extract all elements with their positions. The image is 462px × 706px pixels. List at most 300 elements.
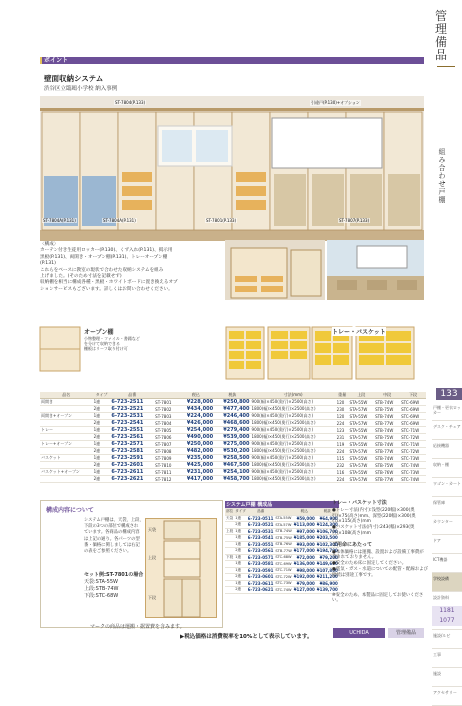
table-cell: ST-7809 xyxy=(154,455,178,462)
table-cell: 6-723-2581 xyxy=(110,448,154,455)
table-cell: ¥246,400 xyxy=(214,413,250,420)
table-cell: STC-69W xyxy=(400,399,426,406)
table-cell: STB-77W xyxy=(374,420,400,427)
footer-brand: UCHIDA xyxy=(333,628,385,638)
parts-cell: STA-57W xyxy=(275,522,292,527)
classroom-photo xyxy=(40,96,424,241)
table-cell: ¥250,000 xyxy=(178,441,214,448)
table-cell: 両開き+オープン xyxy=(40,413,93,420)
desc-line: 上げました。(そのため寸法を記載せず) xyxy=(40,274,122,280)
table-cell xyxy=(40,476,93,483)
product-table-body xyxy=(40,399,426,483)
side-category-item[interactable]: 収納・棚 xyxy=(432,459,462,478)
product-images xyxy=(40,327,424,381)
parts-cell: ¥136,000 xyxy=(293,561,315,567)
parts-col-header: 部位 xyxy=(226,509,234,514)
side-category-item[interactable]: デスク・チェア xyxy=(432,421,462,440)
table-cell: ¥425,000 xyxy=(178,462,214,469)
table-cell: STC-74W xyxy=(400,476,426,483)
table-cell: STB-74W xyxy=(374,427,400,434)
set-example xyxy=(84,572,143,600)
shelf-illustration xyxy=(146,519,218,619)
table-cell: STB-75W xyxy=(374,434,400,441)
parts-cell: ¥102,300 xyxy=(316,541,338,547)
shelf-label-top: 天袋 xyxy=(148,527,156,532)
table-cell: STA-57W xyxy=(349,476,375,483)
table-cell xyxy=(40,462,93,469)
table-cell: ¥250,800 xyxy=(214,399,250,406)
main-subtitle: 渋谷区立臨鴎小学校 納入事例 xyxy=(44,86,118,92)
table-cell: STC-74W xyxy=(400,462,426,469)
side-category-item[interactable]: 学校設備 xyxy=(432,573,462,592)
parts-cell: ¥72,000 xyxy=(293,554,316,561)
table-cell: STC-69W xyxy=(400,420,426,427)
table-cell: 1800(幅)×450(奥行)×2500(高さ) xyxy=(251,420,336,427)
table-cell: 230 xyxy=(336,406,349,413)
table-row xyxy=(40,427,426,434)
table-cell: ¥482,000 xyxy=(178,448,214,455)
table-cell: ¥458,700 xyxy=(214,476,250,483)
table-cell: STB-74W xyxy=(374,413,400,420)
table-cell: ST-7802 xyxy=(154,406,178,413)
shelf-diagram xyxy=(145,518,217,618)
parts-col-header: タイプ xyxy=(235,509,246,514)
table-cell: 1800(幅)×450(奥行)×2500(高さ) xyxy=(251,434,336,441)
parts-cell: ¥149,600 xyxy=(316,561,338,567)
parts-cell: ¥106,700 xyxy=(316,528,338,534)
classroom-image xyxy=(327,240,424,300)
product-desc-line: 棚板はリーフ取り付け可 xyxy=(84,346,128,351)
parts-cell: 6-723-0581 xyxy=(247,561,274,567)
parts-cell: 6-723-0521 xyxy=(247,522,274,528)
table-row xyxy=(40,476,426,483)
set-line: 天袋:STA-55W xyxy=(84,579,118,585)
table-cell: STA-55W xyxy=(349,455,375,462)
table-cell: STA-57W xyxy=(349,448,375,455)
composition-line: ています。各商品の構成内容 xyxy=(84,530,140,536)
table-cell: 6-723-2611 xyxy=(110,469,154,476)
parts-cell: ¥203,500 xyxy=(316,535,338,541)
table-cell: STA-57W xyxy=(349,406,375,413)
table-cell: STA-57W xyxy=(349,434,375,441)
photo-label-2: 引違戸(P.130)+オプション xyxy=(311,100,360,105)
side-foot-page xyxy=(432,606,462,626)
parts-title: システム戸棚 構成品 xyxy=(225,501,339,509)
table-row xyxy=(40,399,426,406)
footer-tax-note: ▶税込価格は消費税率を10%として表示しています。 xyxy=(180,634,313,640)
desc-line: ションサービスもございます。詳しくはお問い合わせください。 xyxy=(40,286,173,292)
col-header: 税抜 xyxy=(214,392,250,399)
side-category-list xyxy=(432,402,462,706)
table-cell: ST-7804 xyxy=(154,420,178,427)
parts-cell: 1連 xyxy=(234,567,247,574)
table-cell: 6-723-2601 xyxy=(110,462,154,469)
table-cell: STC-71W xyxy=(400,441,426,448)
table-cell: 1800(幅)×450(奥行)×2500(高さ) xyxy=(251,448,336,455)
parts-cell: ¥107,800 xyxy=(316,567,338,573)
parts-cell: 1連 xyxy=(234,561,247,568)
composition-line: 番・価格に関しましては右記 xyxy=(84,542,140,548)
side-title: 管理備品 xyxy=(434,9,447,62)
table-cell: 6-723-2591 xyxy=(110,455,154,462)
side-divider xyxy=(437,66,455,67)
table-cell: 120 xyxy=(336,399,349,406)
table-row xyxy=(40,455,426,462)
table-cell: 6-723-2511 xyxy=(110,399,154,406)
parts-cell: ¥113,000 xyxy=(293,522,315,528)
side-category-item[interactable]: ドア xyxy=(432,535,462,554)
table-cell: ¥228,000 xyxy=(178,399,214,406)
table-cell: ¥434,000 xyxy=(178,406,214,413)
table-row xyxy=(40,434,426,441)
tray-line: ●トレー寸法(内寸):浅型(220幅)×300(奥行)×75(高さ)mm、深型(220幅)×300(奥行)×115(高さ)mm xyxy=(332,507,416,525)
parts-cell: STB-75W xyxy=(275,535,292,540)
table-cell: ¥530,200 xyxy=(214,448,250,455)
classroom-photo-2 xyxy=(327,240,424,300)
table-cell: ¥235,000 xyxy=(178,455,214,462)
desc-line: 黒板(P.131)、両開き・オープン棚(P.131)、トレーオープン棚 xyxy=(40,254,168,260)
table-cell: 6-723-2621 xyxy=(110,476,154,483)
parts-cell: 6-723-0571 xyxy=(247,554,274,560)
table-cell: STC-72W xyxy=(400,434,426,441)
table-cell: ¥254,000 xyxy=(178,427,214,434)
parts-cell xyxy=(225,587,234,594)
table-cell: 6-723-2561 xyxy=(110,434,154,441)
table-cell: STC-71W xyxy=(400,427,426,434)
side-category-item[interactable]: 保管庫 xyxy=(432,497,462,516)
side-category-item[interactable]: 施設 xyxy=(432,668,462,687)
parts-cell: STB-77W xyxy=(275,548,292,553)
parts-col-header: 税込 xyxy=(293,509,316,516)
tray-line: ●バスケット寸法(内寸):243(幅)×293(奥行)×108(高さ)mm xyxy=(332,525,415,536)
table-cell: ¥468,600 xyxy=(214,420,250,427)
table-cell: 900(幅)×450(奥行)×2500(高さ) xyxy=(251,469,336,476)
parts-cell: 下段 xyxy=(226,554,234,559)
table-cell: STB-75W xyxy=(374,462,400,469)
table-cell: STB-77W xyxy=(374,448,400,455)
table-cell: STC-72W xyxy=(400,448,426,455)
table-cell: STA-55W xyxy=(349,469,375,476)
parts-cell: 1連 xyxy=(234,554,247,561)
footer-note: マークの商品は運搬・据置費を含みます。 xyxy=(90,624,185,630)
set-title: セット例:ST-7801の場合 xyxy=(84,572,144,578)
table-cell: 2連 xyxy=(93,448,111,455)
parts-cell: ¥98,000 xyxy=(293,567,316,574)
table-cell: 1連 xyxy=(93,399,111,406)
table-cell: 1連 xyxy=(93,469,111,476)
notes xyxy=(332,501,428,604)
table-cell: ¥417,000 xyxy=(178,476,214,483)
parts-cell: 1連 xyxy=(234,580,247,587)
side-subtitle: 組み合わせ戸棚 xyxy=(438,148,446,204)
parts-cell: 2連 xyxy=(234,548,247,555)
composition-line: 下段の3つの部位で構成され xyxy=(84,524,139,530)
product-desc-open xyxy=(84,336,144,351)
col-header: タイプ xyxy=(93,392,111,399)
composition-line: の表をご参照ください。 xyxy=(84,549,132,555)
parts-cell: ¥64,900 xyxy=(316,515,339,522)
side-category-item[interactable]: ワゴン・カート xyxy=(432,478,462,497)
composition-title: 構成内容について xyxy=(46,507,94,514)
table-cell: STB-74W xyxy=(374,455,400,462)
parts-cell: 2連 xyxy=(234,587,247,594)
parts-col-header: 品番 xyxy=(247,509,275,516)
table-cell: 6-723-2541 xyxy=(110,420,154,427)
parts-cell: ¥185,000 xyxy=(293,535,315,541)
table-cell: ST-7810 xyxy=(154,462,178,469)
table-cell xyxy=(40,434,93,441)
table-cell: ¥467,500 xyxy=(214,462,250,469)
order-title: ご用命にあたって xyxy=(332,541,373,548)
table-cell: ST-7807 xyxy=(154,441,178,448)
parts-cell: ¥86,900 xyxy=(316,580,339,587)
parts-cell: 6-723-0601 xyxy=(247,574,274,580)
parts-cell: STC-74W xyxy=(275,587,292,592)
table-cell: 2連 xyxy=(93,434,111,441)
side-category-item[interactable]: ICT機器 xyxy=(432,554,462,573)
table-cell: ¥258,500 xyxy=(214,455,250,462)
table-cell: ST-7805 xyxy=(154,427,178,434)
table-cell: STC-73W xyxy=(400,469,426,476)
side-category-item[interactable]: カウンター xyxy=(432,516,462,535)
table-cell: 6-723-2531 xyxy=(110,413,154,420)
table-cell: ¥231,000 xyxy=(178,469,214,476)
parts-cell: 1連 xyxy=(234,541,247,548)
table-cell: STA-55W xyxy=(349,427,375,434)
desc-line: (P.131) xyxy=(40,261,56,267)
side-category-item[interactable]: アクセサリー xyxy=(432,687,462,706)
page-number: 133 xyxy=(436,388,462,400)
table-cell: 224 xyxy=(336,420,349,427)
parts-cell: 1連 xyxy=(234,535,247,542)
tray-title: トレー・バスケット寸法 xyxy=(332,500,387,506)
parts-cell: ¥192,000 xyxy=(293,574,315,580)
col-header: 品名 xyxy=(40,392,93,399)
desc-line: カーテン付き生徒用ロッカー(P.130)、くず入れ(P.131)、掲示用 xyxy=(40,248,173,254)
cabinet-photo xyxy=(225,240,325,300)
parts-col-header: 税抜 xyxy=(316,509,339,516)
table-cell: STA-55W xyxy=(349,441,375,448)
table-cell: 900(幅)×450(奥行)×2500(高さ) xyxy=(251,441,336,448)
parts-cell: ¥97,000 xyxy=(293,528,316,535)
parts-row xyxy=(225,587,339,594)
photo-label-1: ST-7804(P.133) xyxy=(115,100,146,105)
parts-cell: STB-76W xyxy=(275,542,292,547)
table-cell: 900(幅)×450(奥行)×2500(高さ) xyxy=(251,413,336,420)
side-category-item[interactable]: 設計資料 xyxy=(432,592,462,611)
footer-brand2: 管理備品 xyxy=(388,628,424,638)
side-category-item[interactable]: 施設/ルビ xyxy=(432,630,462,649)
table-cell: 6-723-2551 xyxy=(110,427,154,434)
col-header: 下段 xyxy=(400,392,426,399)
table-cell: STA-55W xyxy=(349,399,375,406)
side-category-item[interactable]: 戸棚・更衣ロッカー xyxy=(432,402,462,421)
parts-cell: 6-723-0591 xyxy=(247,567,274,573)
table-cell: 119 xyxy=(336,441,349,448)
parts-cell: STC-68W xyxy=(275,555,292,560)
col-header: 寸法(mm) xyxy=(251,392,336,399)
col-header: 品番 xyxy=(110,392,154,399)
table-cell: バスケット xyxy=(40,455,93,462)
fine-print: ※安全のため、本製品に固定してお使いください。 xyxy=(332,592,424,604)
table-cell: ¥426,000 xyxy=(178,420,214,427)
table-cell: 2連 xyxy=(93,462,111,469)
side-category-item[interactable]: 応接機器 xyxy=(432,440,462,459)
parts-cell: 1連 xyxy=(234,528,247,535)
table-cell: STA-55W xyxy=(349,413,375,420)
table-cell: 1連 xyxy=(93,441,111,448)
table-cell: ST-7808 xyxy=(154,448,178,455)
table-cell: STA-57W xyxy=(349,462,375,469)
table-cell: STB-77W xyxy=(374,476,400,483)
col-header: 上段 xyxy=(349,392,375,399)
table-cell: ST-7812 xyxy=(154,476,178,483)
parts-cell: 天袋 xyxy=(226,515,234,520)
desc-line: これらをベースに教室の現状で合わせた収納システムを組み xyxy=(40,267,164,273)
shelf-label-mid: 上段 xyxy=(148,555,156,560)
parts-cell: STC-73W xyxy=(275,581,292,586)
parts-cell: ¥93,000 xyxy=(293,541,316,548)
table-cell: ST-7801 xyxy=(154,399,178,406)
table-cell: STB-74W xyxy=(374,399,400,406)
main-title: 壁面収納システム xyxy=(44,74,104,83)
table-cell: ST-7806 xyxy=(154,434,178,441)
table-cell: ¥224,000 xyxy=(178,413,214,420)
product-desc-line: を分けて収納できる xyxy=(84,341,120,346)
table-cell xyxy=(40,406,93,413)
table-cell: ST-7811 xyxy=(154,469,178,476)
section-label: ポイント xyxy=(44,57,69,64)
composition-line: システム戸棚は、天袋、上段、 xyxy=(84,518,144,523)
table-cell: 1800(幅)×450(奥行)×2500(高さ) xyxy=(251,462,336,469)
photo-label-6: ST-7807(P.133) xyxy=(339,218,370,223)
product-desc-line: 小物整理・ファイル・書籍など xyxy=(84,336,140,341)
table-cell: 2連 xyxy=(93,476,111,483)
table-cell: STB-75W xyxy=(374,406,400,413)
table-cell: ¥279,400 xyxy=(214,427,250,434)
table-cell: STC-69W xyxy=(400,406,426,413)
table-cell: 1連 xyxy=(93,427,111,434)
parts-cell: 6-723-0531 xyxy=(247,528,274,534)
parts-table xyxy=(225,501,339,594)
parts-cell: 6-723-0541 xyxy=(247,535,274,541)
table-cell: ¥539,000 xyxy=(214,434,250,441)
parts-cell: 6-723-0611 xyxy=(247,580,274,586)
table-row xyxy=(40,441,426,448)
table-cell: 6-723-2521 xyxy=(110,406,154,413)
parts-cell: ¥194,700 xyxy=(316,548,338,554)
order-line: ●安全のため床に固定してください。 xyxy=(332,561,407,567)
cabinet-image xyxy=(225,240,325,300)
table-cell: 1800(幅)×450(奥行)×2500(高さ) xyxy=(251,476,336,483)
photo-label-4: ST-7804A(P.131) xyxy=(103,218,136,223)
parts-cell: STA-55W xyxy=(275,516,292,521)
parts-cell: ¥127,000 xyxy=(293,587,315,593)
photo-label-3: ST-7804A(P.131) xyxy=(43,218,76,223)
section-accent xyxy=(40,57,42,64)
table-cell: ¥275,000 xyxy=(214,441,250,448)
parts-cell: ¥79,000 xyxy=(293,580,316,587)
table-cell: ¥490,000 xyxy=(178,434,214,441)
table-cell: ¥477,400 xyxy=(214,406,250,413)
table-cell: 1連 xyxy=(93,455,111,462)
table-cell: STC-73W xyxy=(400,455,426,462)
set-line: 下段:STC-68W xyxy=(84,593,119,599)
description xyxy=(40,242,222,293)
parts-cell: 6-723-0561 xyxy=(247,548,274,554)
parts-cell: ¥124,300 xyxy=(316,522,338,528)
table-cell: 120 xyxy=(336,413,349,420)
parts-cell: 2連 xyxy=(234,574,247,581)
shelf-label-bottom: 下段 xyxy=(148,595,156,600)
table-cell: STB-74W xyxy=(374,441,400,448)
table-cell: 900(幅)×450(奥行)×2500(高さ) xyxy=(251,455,336,462)
parts-cell: 6-723-0551 xyxy=(247,541,274,547)
product-name-open: オープン棚 xyxy=(84,329,114,336)
table-cell: トレー+オープン xyxy=(40,441,93,448)
table-cell: 115 xyxy=(336,455,349,462)
parts-cell: STC-71W xyxy=(275,568,292,573)
parts-cell: 1連 xyxy=(234,515,247,522)
table-cell: STB-76W xyxy=(374,469,400,476)
table-cell: 6-723-2571 xyxy=(110,441,154,448)
parts-table-body xyxy=(225,515,339,593)
photo-label-5: ST-7801(P.133) xyxy=(206,218,237,223)
table-cell: 1連 xyxy=(93,413,111,420)
table-cell: トレー xyxy=(40,427,93,434)
parts-cell: STC-72W xyxy=(275,574,292,579)
section-band xyxy=(40,57,424,64)
parts-cell: 6-723-0621 xyxy=(247,587,274,593)
parts-cell: ¥211,200 xyxy=(316,574,338,580)
table-row xyxy=(40,469,426,476)
composition-text xyxy=(84,518,144,555)
table-row xyxy=(40,420,426,427)
side-category-item[interactable]: 工事 xyxy=(432,649,462,668)
product-table xyxy=(40,392,426,483)
parts-cell: STC-69W xyxy=(275,561,292,566)
parts-cell: 上段 xyxy=(226,528,234,533)
col-header: 税込 xyxy=(178,392,214,399)
table-cell: バスケット+オープン xyxy=(40,469,93,476)
table-cell: 900(幅)×450(奥行)×2500(高さ) xyxy=(251,427,336,434)
order-line: ●本体価格には運搬、設置および設備工事費が含まれておりません。 xyxy=(332,549,424,561)
table-cell xyxy=(40,420,93,427)
table-cell: ¥254,100 xyxy=(214,469,250,476)
table-cell: ST-7803 xyxy=(154,413,178,420)
table-cell: 両開き xyxy=(40,399,93,406)
parts-cell: 6-723-0511 xyxy=(247,515,274,521)
table-cell: 224 xyxy=(336,476,349,483)
parts-cell: ¥79,200 xyxy=(316,554,339,561)
parts-cell: STB-74W xyxy=(275,529,292,534)
table-cell: 231 xyxy=(336,434,349,441)
table-cell: 116 xyxy=(336,469,349,476)
table-row xyxy=(40,448,426,455)
order-line: ●電気・ガス・水道についての配管・配線および接続は別途工事です。 xyxy=(332,566,428,578)
col-header: 中段 xyxy=(374,392,400,399)
composition-line: は上記の通り。各パーツの型 xyxy=(84,536,140,542)
parts-cell: ¥177,000 xyxy=(293,548,315,554)
table-cell: 1800(幅)×450(奥行)×2500(高さ) xyxy=(251,406,336,413)
desc-line: 収納棚を相当に構成各種・黒板・ホワイトボードに置き換えるオプ xyxy=(40,280,178,286)
table-cell: 224 xyxy=(336,448,349,455)
product-name-tray: トレー・バスケット xyxy=(332,329,386,336)
table-row xyxy=(40,406,426,413)
desc-heading: 〈構成〉 xyxy=(40,242,59,247)
table-row xyxy=(40,413,426,420)
table-cell: 900(幅)×450(奥行)×2500(高さ) xyxy=(251,399,336,406)
